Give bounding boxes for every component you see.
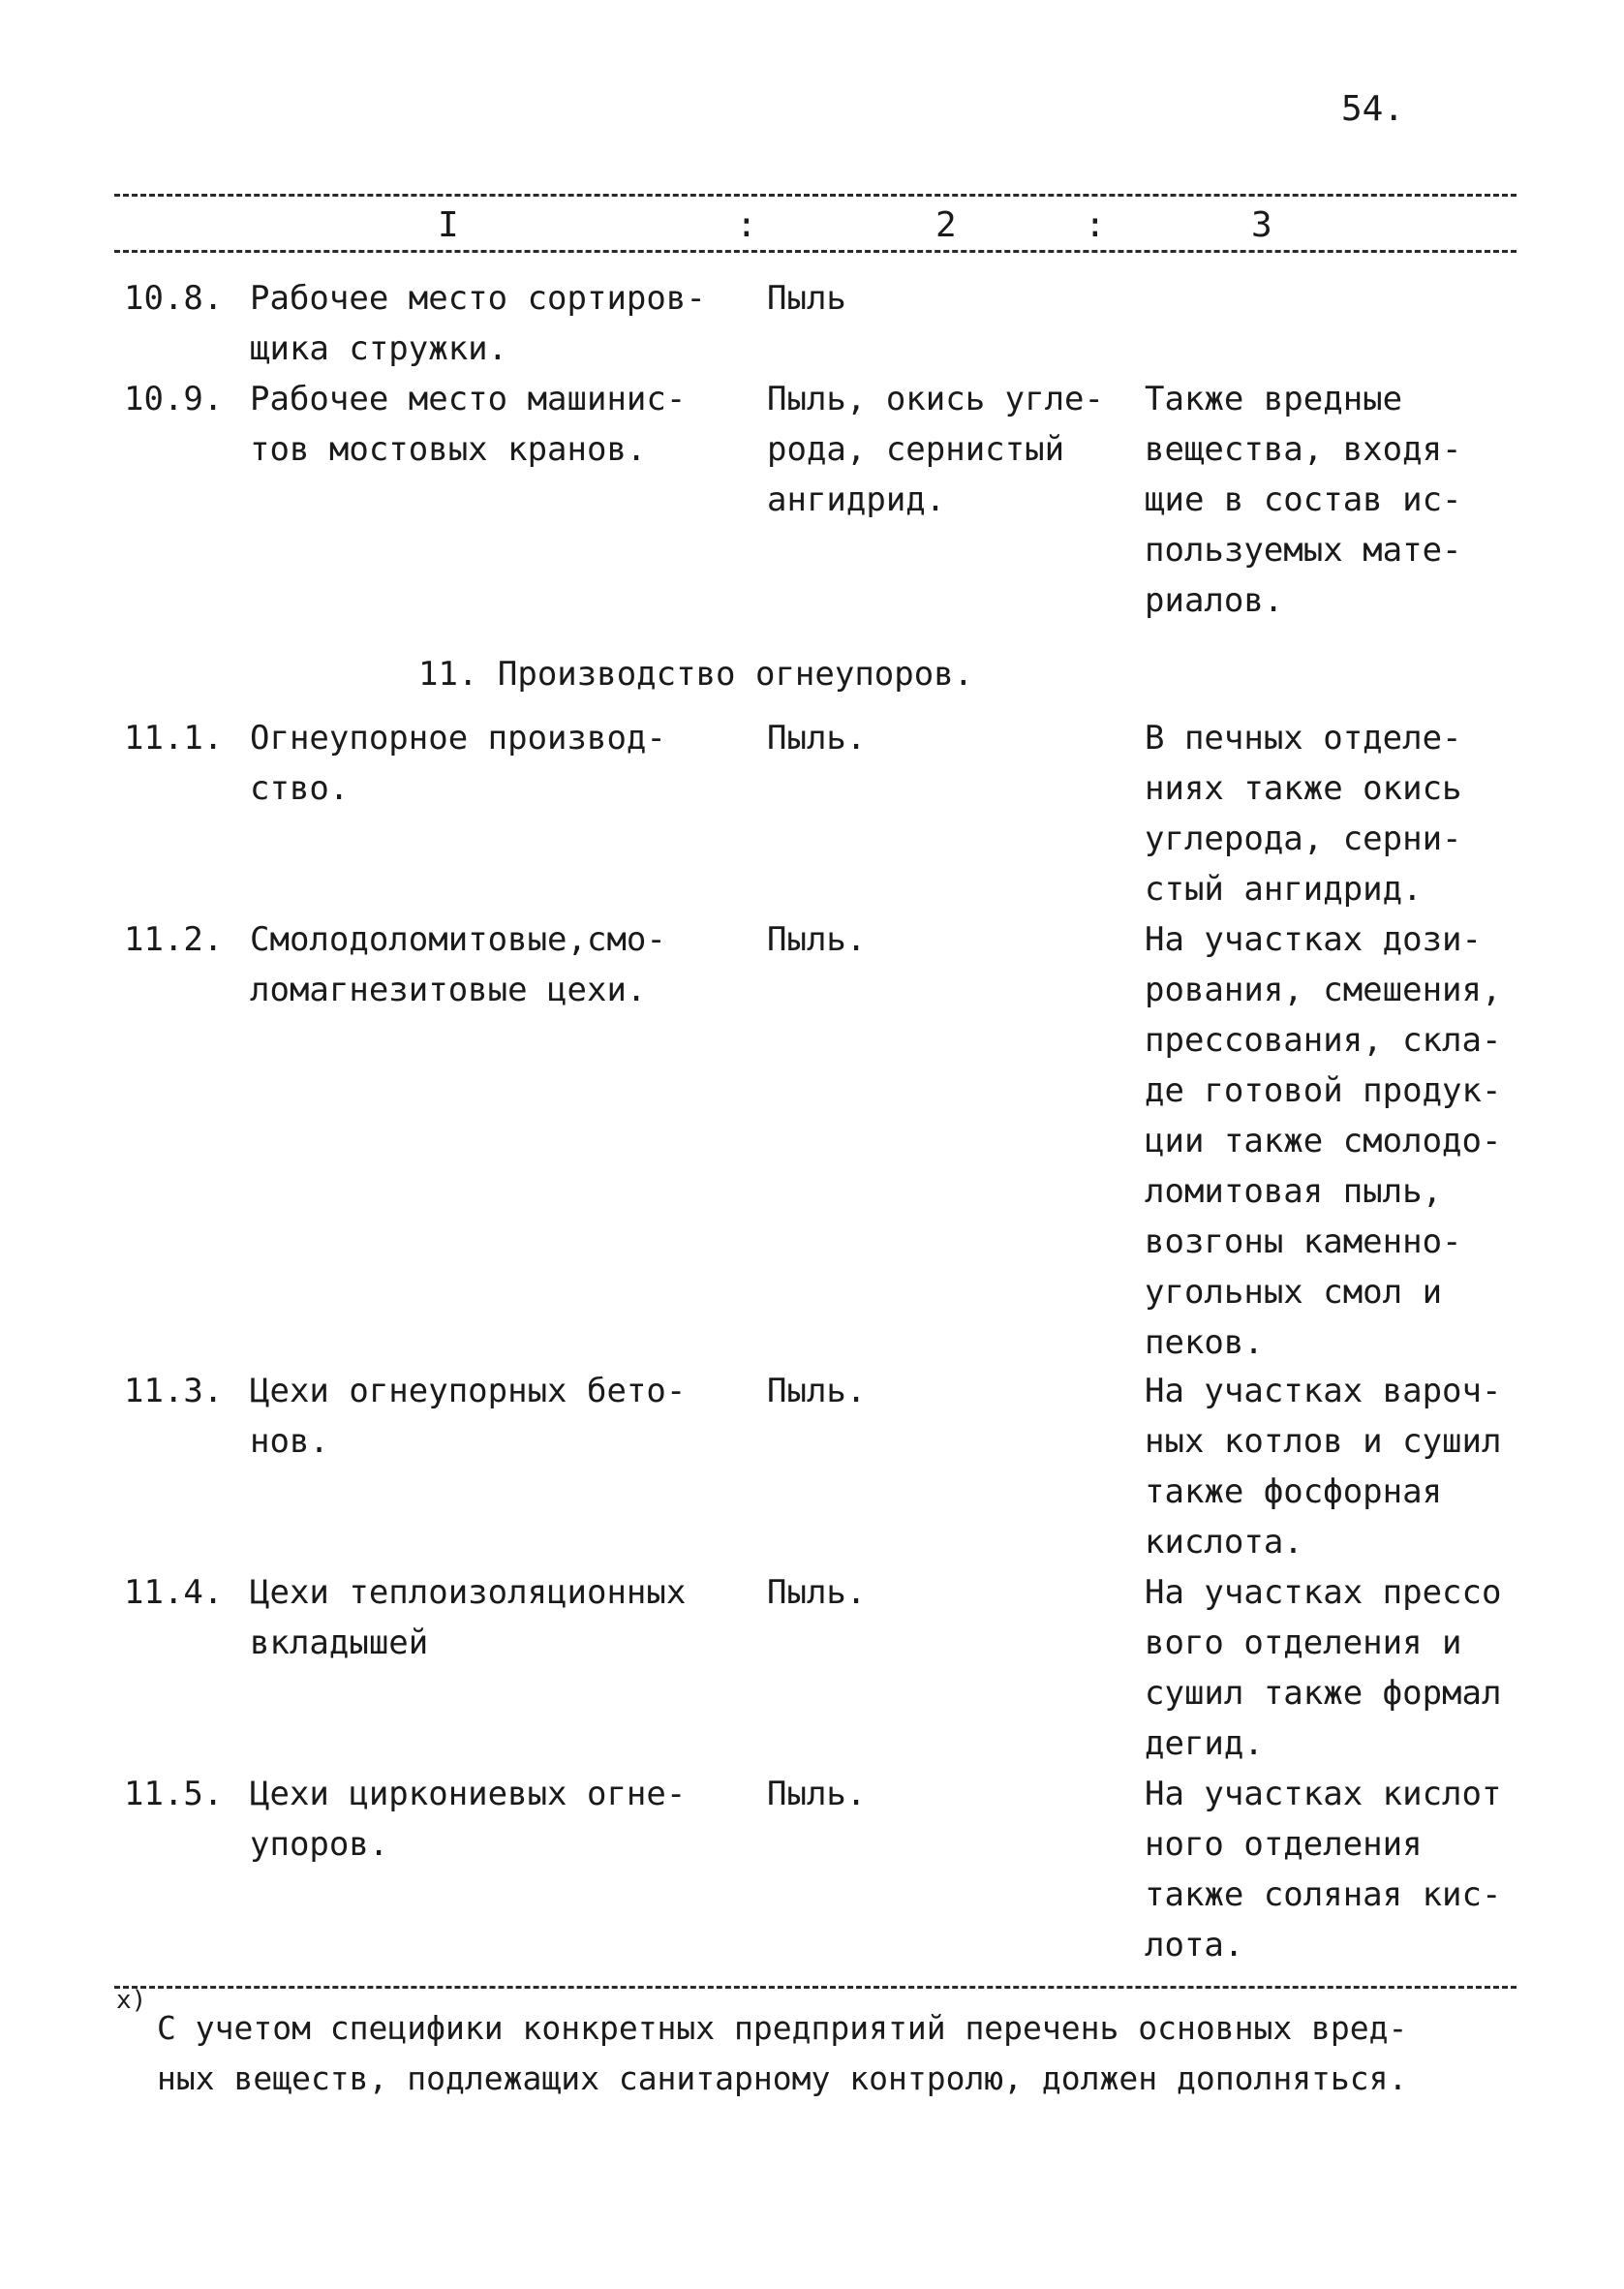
- cell-line: вкладышей: [250, 1624, 429, 1662]
- substance-cell: [767, 1366, 866, 1416]
- cell-line: ломитовая пыль,: [1145, 1172, 1443, 1211]
- substance-cell: [767, 1567, 866, 1618]
- cell-line: Пыль.: [767, 1573, 867, 1612]
- cell-line: тов мостовых кранов.: [250, 430, 647, 469]
- cell-line: Пыль: [767, 279, 846, 318]
- cell-line: упоров.: [250, 1825, 389, 1864]
- footnote-line: С учетом специфики конкретных предприятий перечень основных вред-: [157, 2009, 1408, 2047]
- cell-line: Пыль.: [767, 920, 867, 959]
- footnote-mark: x): [116, 1986, 147, 2015]
- substance-cell: [767, 1769, 866, 1819]
- row-number: 11.3.: [124, 1372, 224, 1410]
- note-cell: [1145, 1567, 1501, 1769]
- cell-line: ниях также окись: [1145, 769, 1462, 808]
- substance-cell: [767, 914, 866, 965]
- cell-line: угольных смол и: [1145, 1273, 1443, 1312]
- cell-line: прессования, скла-: [1145, 1021, 1502, 1060]
- column-header-3: 3: [1251, 205, 1272, 245]
- footnote-rule: [114, 1986, 1517, 1989]
- section-title: 11. Производство огнеупоров.: [418, 655, 974, 694]
- row-number: 11.2.: [124, 920, 224, 959]
- cell-line: пользуемых мате-: [1145, 531, 1462, 570]
- cell-line: также соляная кис-: [1145, 1875, 1502, 1914]
- cell-line: кислота.: [1145, 1523, 1303, 1562]
- row-number: 10.9.: [124, 380, 224, 418]
- cell-line: На участках прессо: [1145, 1573, 1502, 1612]
- cell-line: Цехи огнеупорных бето-: [250, 1372, 687, 1410]
- cell-line: ции также смолодо-: [1145, 1122, 1502, 1160]
- note-cell: [1145, 914, 1501, 1368]
- column-header-2: 2: [935, 205, 957, 245]
- cell-line: На участках дози-: [1145, 920, 1482, 959]
- cell-line: риалов.: [1145, 581, 1284, 620]
- note-cell: [1145, 1769, 1501, 1970]
- cell-line: На участках вароч-: [1145, 1372, 1502, 1410]
- workplace-cell: [250, 374, 686, 475]
- cell-line: Цехи циркониевых огне-: [250, 1775, 687, 1813]
- workplace-cell: [250, 1366, 686, 1467]
- note-cell: [1145, 374, 1462, 626]
- cell-line: ных котлов и сушил: [1145, 1422, 1502, 1461]
- column-separator-1: :: [736, 205, 757, 245]
- substance-cell: [767, 713, 866, 763]
- cell-line: Также вредные: [1145, 380, 1403, 418]
- cell-line: ство.: [250, 769, 350, 808]
- substance-cell: [767, 273, 846, 324]
- cell-line: лота.: [1145, 1926, 1244, 1964]
- workplace-cell: [250, 1769, 686, 1870]
- cell-line: пеков.: [1145, 1323, 1264, 1362]
- cell-line: Пыль.: [767, 719, 867, 758]
- row-number: 11.5.: [124, 1775, 224, 1813]
- cell-line: В печных отделе-: [1145, 719, 1462, 758]
- row-number: 11.4.: [124, 1573, 224, 1612]
- row-number: 11.1.: [124, 719, 224, 758]
- cell-line: Цехи теплоизоляционных: [250, 1573, 687, 1612]
- cell-line: рода, сернистый: [767, 430, 1065, 469]
- workplace-cell: [250, 273, 706, 374]
- cell-line: Пыль.: [767, 1372, 867, 1410]
- cell-line: Огнеупорное производ-: [250, 719, 666, 758]
- cell-line: ангидрид.: [767, 480, 946, 519]
- cell-line: углерода, серни-: [1145, 820, 1462, 858]
- cell-line: Пыль.: [767, 1775, 867, 1813]
- page-number: 54.: [1341, 89, 1405, 129]
- note-cell: [1145, 713, 1462, 914]
- workplace-cell: [250, 914, 666, 1015]
- cell-line: Рабочее место машинис-: [250, 380, 687, 418]
- note-cell: [1145, 1366, 1501, 1567]
- cell-line: возгоны каменно-: [1145, 1222, 1462, 1261]
- cell-line: де готовой продук-: [1145, 1071, 1502, 1110]
- cell-line: рования, смешения,: [1145, 971, 1502, 1009]
- cell-line: дегид.: [1145, 1724, 1264, 1763]
- cell-line: ломагнезитовые цехи.: [250, 971, 647, 1009]
- cell-line: нов.: [250, 1422, 329, 1461]
- column-header-1: I: [438, 205, 459, 245]
- footnote-line: ных веществ, подлежащих санитарному контролю, должен дополняться.: [157, 2059, 1408, 2097]
- cell-line: щика стружки.: [250, 329, 508, 368]
- header-bottom-rule: [114, 250, 1517, 253]
- cell-line: На участках кислот: [1145, 1775, 1502, 1813]
- column-separator-2: :: [1085, 205, 1106, 245]
- cell-line: Пыль, окись угле-: [767, 380, 1104, 418]
- cell-line: Смолодоломитовые,смо-: [250, 920, 666, 959]
- workplace-cell: [250, 713, 666, 814]
- cell-line: ного отделения: [1145, 1825, 1423, 1864]
- cell-line: Рабочее место сортиров-: [250, 279, 706, 318]
- cell-line: щие в состав ис-: [1145, 480, 1462, 519]
- cell-line: вещества, входя-: [1145, 430, 1462, 469]
- substance-cell: [767, 374, 1104, 525]
- header-top-rule: [114, 194, 1517, 197]
- cell-line: вого отделения и: [1145, 1624, 1462, 1662]
- cell-line: также фосфорная: [1145, 1472, 1443, 1511]
- workplace-cell: [250, 1567, 686, 1668]
- row-number: 10.8.: [124, 279, 224, 318]
- cell-line: стый ангидрид.: [1145, 870, 1423, 909]
- cell-line: сушил также формал: [1145, 1674, 1502, 1713]
